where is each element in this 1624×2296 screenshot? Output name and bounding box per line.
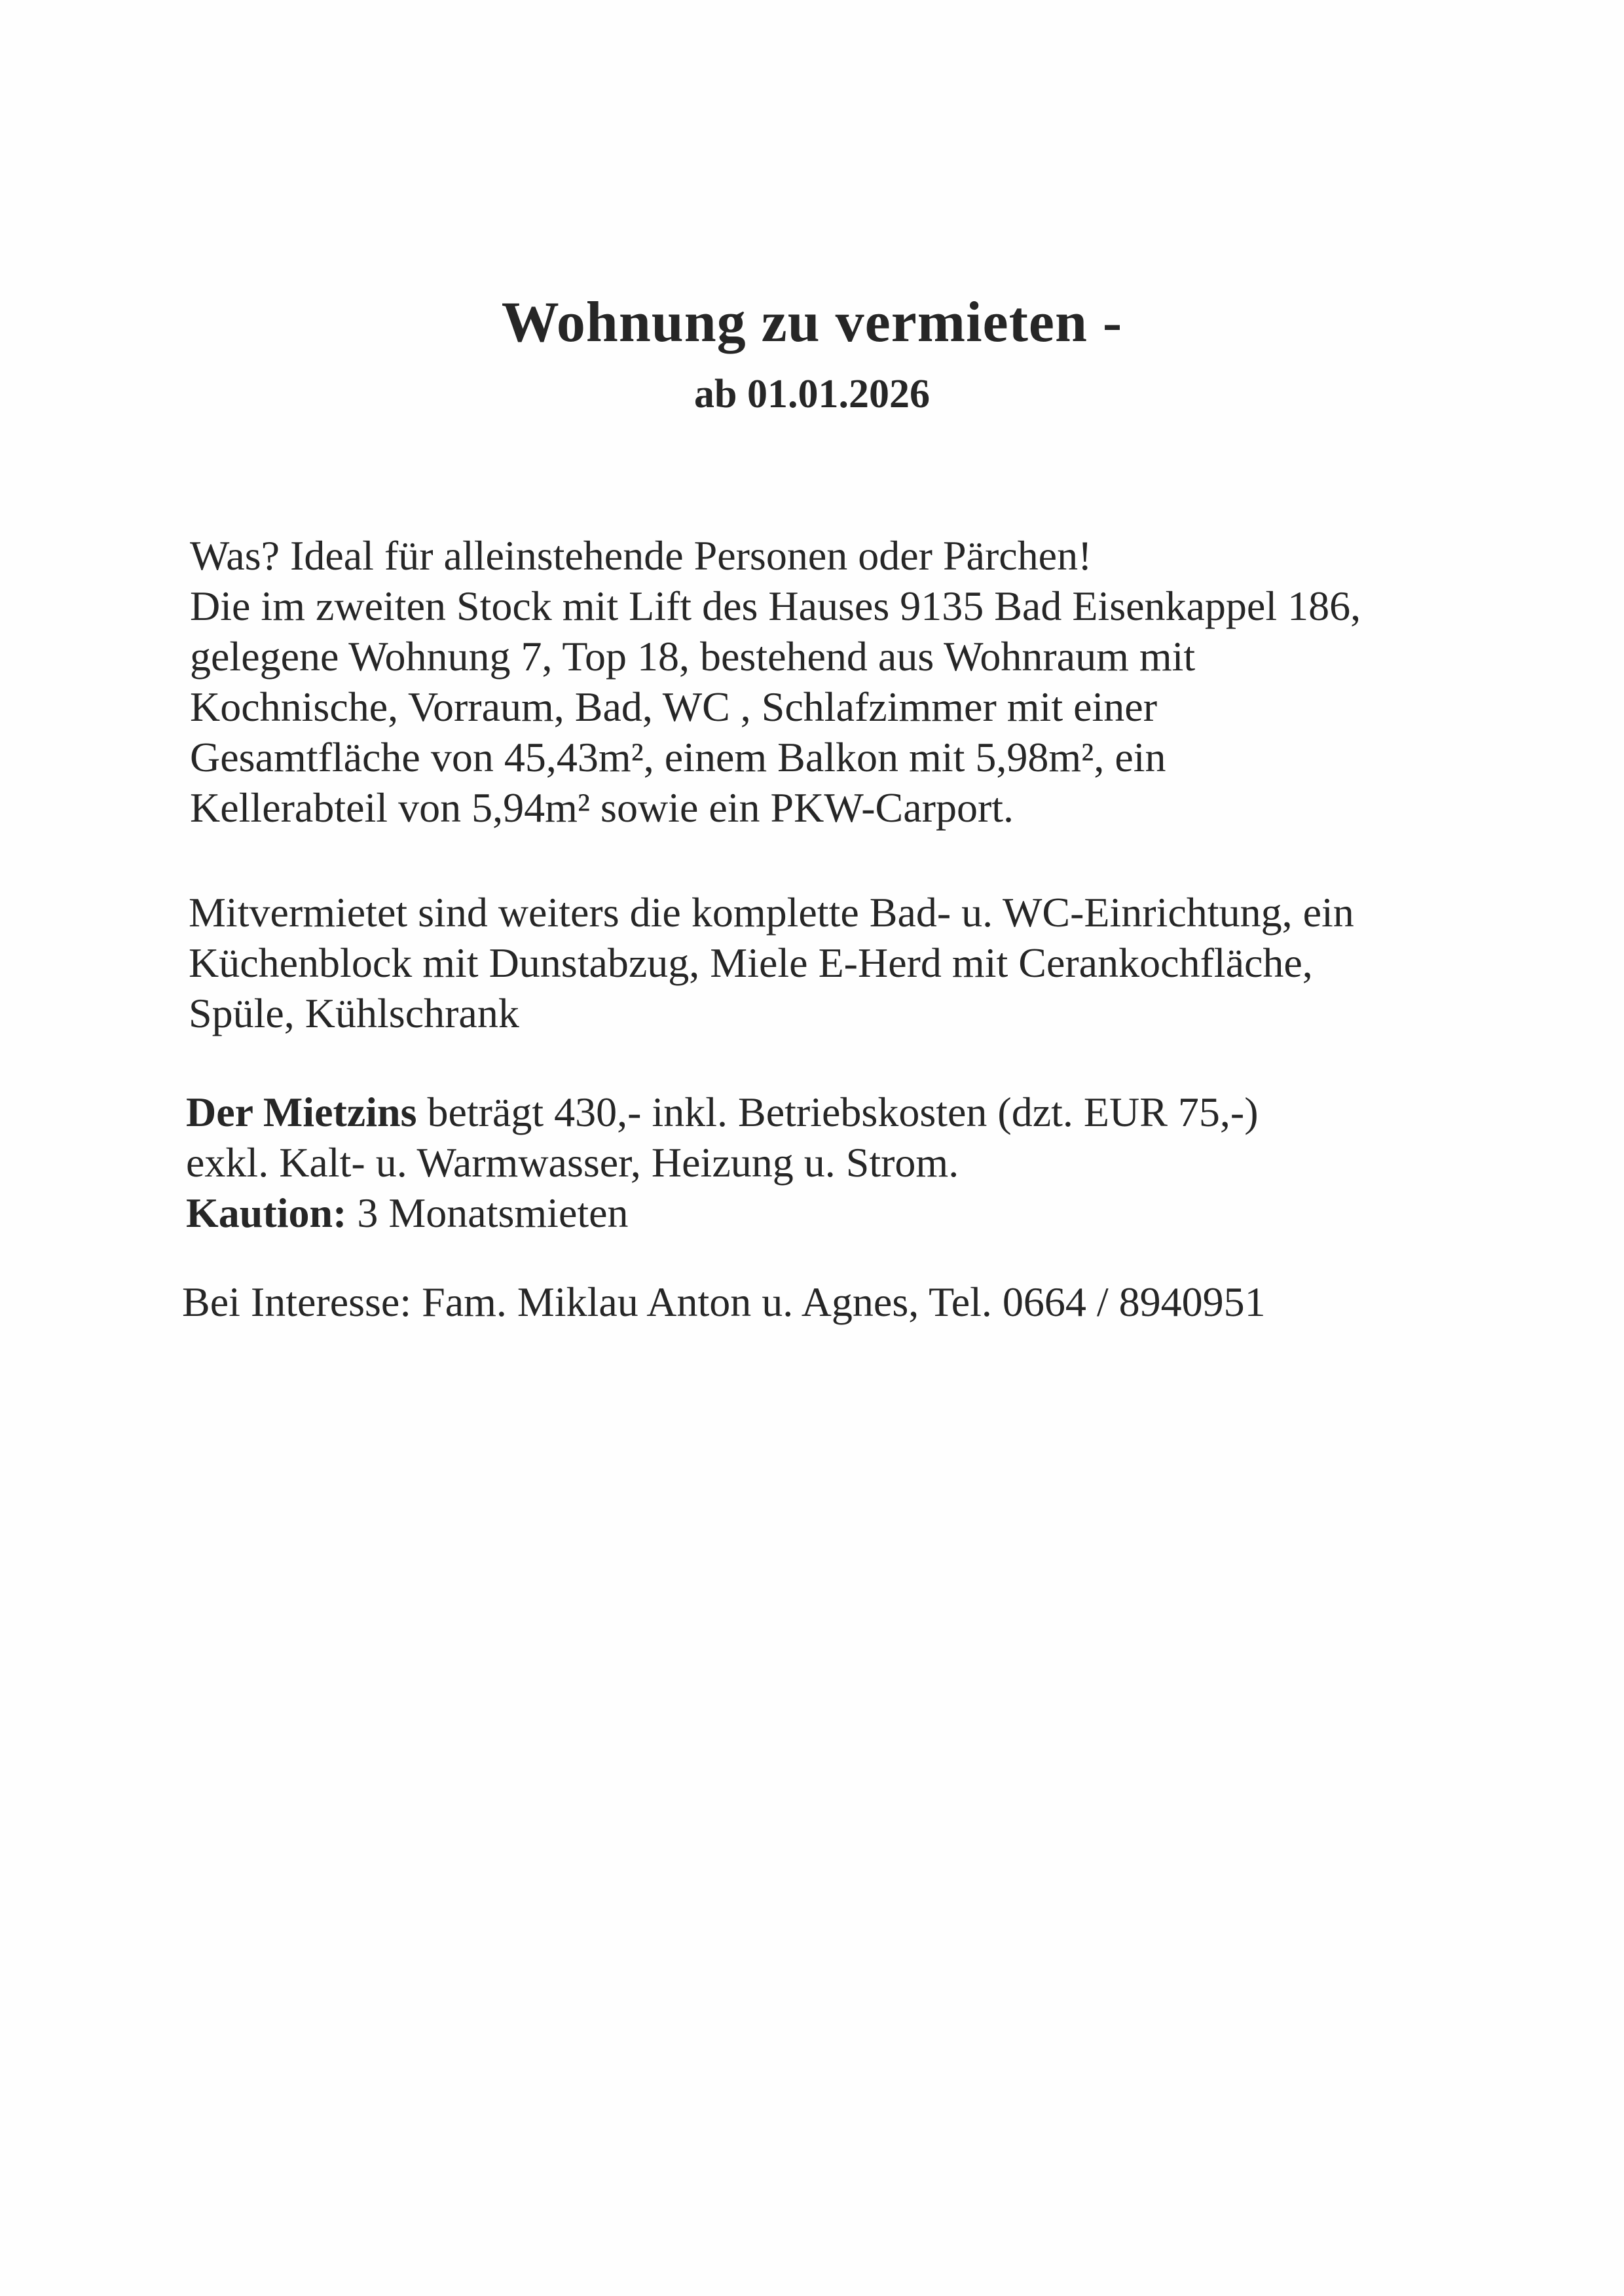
included-line: Küchenblock mit Dunstabzug, Miele E-Herd mit Cerankochfläche, bbox=[189, 939, 1313, 986]
contact-line: Bei Interesse: Fam. Miklau Anton u. Agnes, Tel. 0664 / 8940951 bbox=[182, 1279, 1266, 1325]
deposit-text: 3 Monatsmieten bbox=[346, 1190, 629, 1236]
rent-line bbox=[186, 1087, 1496, 1137]
deposit-line bbox=[186, 1188, 1496, 1238]
description-line: Die im zweiten Stock mit Lift des Hauses 9135 Bad Eisenkappel 186, bbox=[190, 583, 1361, 629]
page-title: Wohnung zu vermieten - bbox=[501, 291, 1123, 354]
rent-text: beträgt 430,- inkl. Betriebskosten (dzt. EUR 75,-) bbox=[416, 1089, 1259, 1135]
deposit-label: Kaution: bbox=[186, 1190, 347, 1236]
description-line: gelegene Wohnung 7, Top 18, bestehend aus Wohnraum mit bbox=[190, 633, 1196, 680]
contact-paragraph bbox=[182, 1277, 1492, 1327]
description-line: Kellerabteil von 5,94m² sowie ein PKW-Carport. bbox=[190, 784, 1014, 831]
description-paragraph bbox=[190, 530, 1500, 833]
rent-label: Der Mietzins bbox=[186, 1089, 417, 1135]
description-line: Kochnische, Vorraum, Bad, WC , Schlafzimmer mit einer bbox=[190, 683, 1157, 730]
included-items-paragraph bbox=[189, 887, 1498, 1038]
included-line: Mitvermietet sind weiters die komplette Bad- u. WC-Einrichtung, ein bbox=[189, 889, 1354, 936]
rent-line-2: exkl. Kalt- u. Warmwasser, Heizung u. Strom. bbox=[186, 1139, 959, 1186]
availability-date: ab 01.01.2026 bbox=[694, 372, 930, 416]
included-line: Spüle, Kühlschrank bbox=[189, 990, 519, 1036]
rent-paragraph bbox=[186, 1087, 1496, 1238]
description-line: Gesamtfläche von 45,43m², einem Balkon mit 5,98m², ein bbox=[190, 734, 1166, 780]
description-line: Was? Ideal für alleinstehende Personen oder Pärchen! bbox=[190, 532, 1092, 579]
